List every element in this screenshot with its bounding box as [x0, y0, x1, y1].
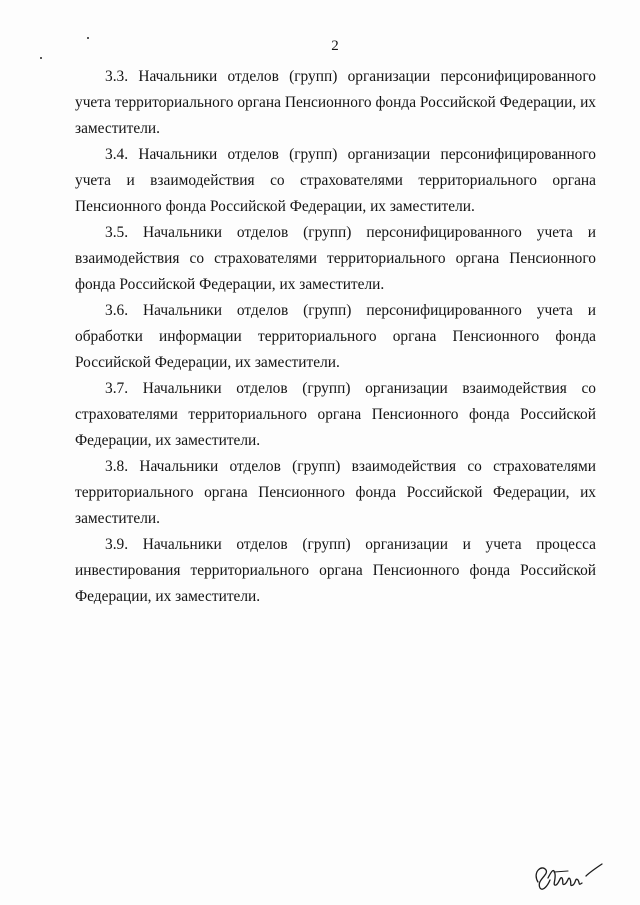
- paragraph-3-5: 3.5. Начальники отделов (групп) персонифицированного учета и взаимодействия со страхователями территориального органа Пенсионного фонда Российской Федерации, их заместители.: [75, 224, 596, 293]
- paragraph-3-3: 3.3. Начальники отделов (групп) организации персонифицированного учета территориального органа Пенсионного фонда Российской Федерации, их заместители.: [75, 68, 596, 137]
- page-number: 2: [331, 38, 339, 54]
- paragraph-3-7: 3.7. Начальники отделов (групп) организации взаимодействия со страхователями территориального органа Пенсионного фонда Российской Федерации, их заместители.: [75, 380, 596, 449]
- scan-speck: [40, 57, 42, 59]
- document-body: [75, 64, 596, 610]
- paragraph-3-6: 3.6. Начальники отделов (групп) персонифицированного учета и обработки информации территориального органа Пенсионного фонда Российской Федерации, их заместители.: [75, 302, 596, 371]
- paragraph-3-8: 3.8. Начальники отделов (групп) взаимодействия со страхователями территориального органа Пенсионного фонда Российской Федерации, их заместители.: [75, 458, 596, 527]
- handwritten-signature: [528, 852, 608, 898]
- paragraph-3-9: 3.9. Начальники отделов (групп) организации и учета процесса инвестирования территориального органа Пенсионного фонда Российской Федерации, их заместители.: [75, 536, 596, 605]
- paragraph-3-4: 3.4. Начальники отделов (групп) организации персонифицированного учета и взаимодействия со страхователями территориального органа Пенсионного фонда Российской Федерации, их заместители.: [75, 146, 596, 215]
